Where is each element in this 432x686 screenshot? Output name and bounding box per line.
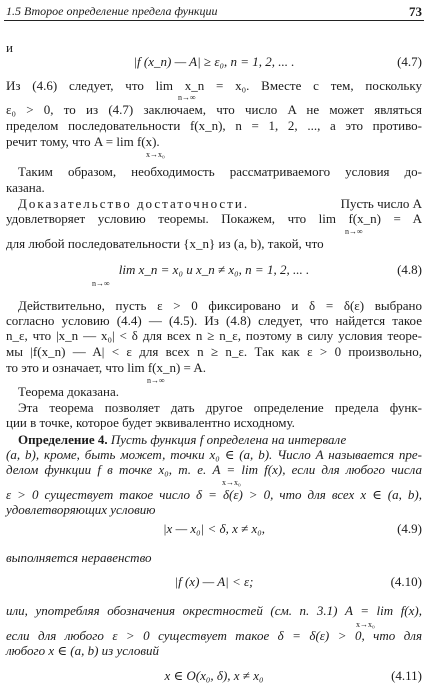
running-header: 1.5 Второе определение предела функции [6,4,218,18]
limit-subscript: x→x₀ [146,150,165,159]
definition-line: Определение 4. Пусть функция f определена на интервале [18,432,347,447]
text-line: удовлетворяет условию теоремы. Покажем, что lim f(x_n) = A [6,211,422,226]
text-line: и [6,40,13,55]
text-line: ε > 0 существует такое число δ = δ(ε) > 0, что для всех x ∈ (a, b), [6,487,422,502]
text-line: делом функции f в точке x₀, т. е. A = lim f(x), если для любого числа [6,462,422,477]
limit-subscript: n→∞ [147,376,165,385]
text-line: любого x ∈ (a, b) из условий [6,643,159,658]
text-line: Эта теорема позволяет дать другое определение предела функ- [18,400,422,415]
header-rule [4,20,424,21]
limit-subscript: x→x₀ [222,478,241,487]
limit-subscript: n→∞ [178,93,196,102]
text-line: для любой последовательности {x_n} из (a, b), такой, что [6,236,324,251]
text-line: n_ε, что |x_n — x₀| < δ для всех n ≥ n_ε, поэтому в силу условия теоре- [6,328,422,343]
equation-4-7: |f (x_n) — A| ≥ ε₀, n = 1, 2, ... . [133,54,295,69]
text-line: или, употребляя обозначения окрестностей (см. п. 3.1) A = lim f(x), [6,603,422,618]
text-line: то это и означает, что lim f(x_n) = A. [6,360,207,375]
text-line: речит тому, что A = lim f(x). [6,134,160,149]
text-line: ε₀ > 0, то из (4.7) заключаем, что число A не может являться [6,102,422,117]
proof-sufficiency-line: Доказательство достаточности. Пусть число A [18,196,422,211]
page-number: 73 [409,4,422,19]
text-line: казана. [6,180,45,195]
equation-number: (4.10) [390,574,422,589]
equation-number: (4.9) [397,521,422,536]
equation-4-11: x ∈ O(x₀, δ), x ≠ x₀ [164,668,264,683]
text-line: (a, b), кроме, быть может, точки x₀ ∈ (a, b). Число A называется пре- [6,447,422,462]
text-line: Таким образом, необходимость рассматриваемого условия до- [18,164,422,179]
equation-number: (4.7) [397,54,422,69]
equation-number: (4.8) [397,262,422,277]
limit-subscript: n→∞ [345,227,363,236]
proof-heading: Доказательство достаточности. [18,196,250,211]
equation-4-8: lim x_n = x₀ и x_n ≠ x₀, n = 1, 2, ... . [118,262,310,277]
equation-4-9: |x — x₀| < δ, x ≠ x₀, [162,521,266,536]
text-line: Теорема доказана. [18,384,120,399]
text-line: пределом последовательности f(x_n), n = 1, 2, ..., а это противо- [6,118,422,133]
text-line: Из (4.6) следует, что lim x_n = x₀. Вместе с тем, поскольку [6,78,422,93]
text-line: мы |f(x_n) — A| < ε для всех n ≥ n_ε. Так как ε > 0 произвольно, [6,344,422,359]
text-line: если для любого ε > 0 существует такое δ = δ(ε) > 0, что для [6,628,422,643]
text-line: Действительно, пусть ε > 0 фиксировано и δ = δ(ε) выбрано [18,298,422,313]
text-line: выполняется неравенство [6,550,152,565]
text-line: ции в точке, которое будет эквивалентно исходному. [6,415,295,430]
text-line: удовлетворяющих условию [6,502,156,517]
equation-4-10: |f (x) — A| < ε; [174,574,254,589]
definition-heading: Определение 4. [18,432,108,447]
limit-subscript: n→∞ [92,279,110,288]
limit-subscript: x→x₀ [356,620,375,629]
equation-number: (4.11) [391,668,422,683]
text-line: согласно условию (4.4) — (4.5). Из (4.8) следует, что найдется такое [6,313,422,328]
